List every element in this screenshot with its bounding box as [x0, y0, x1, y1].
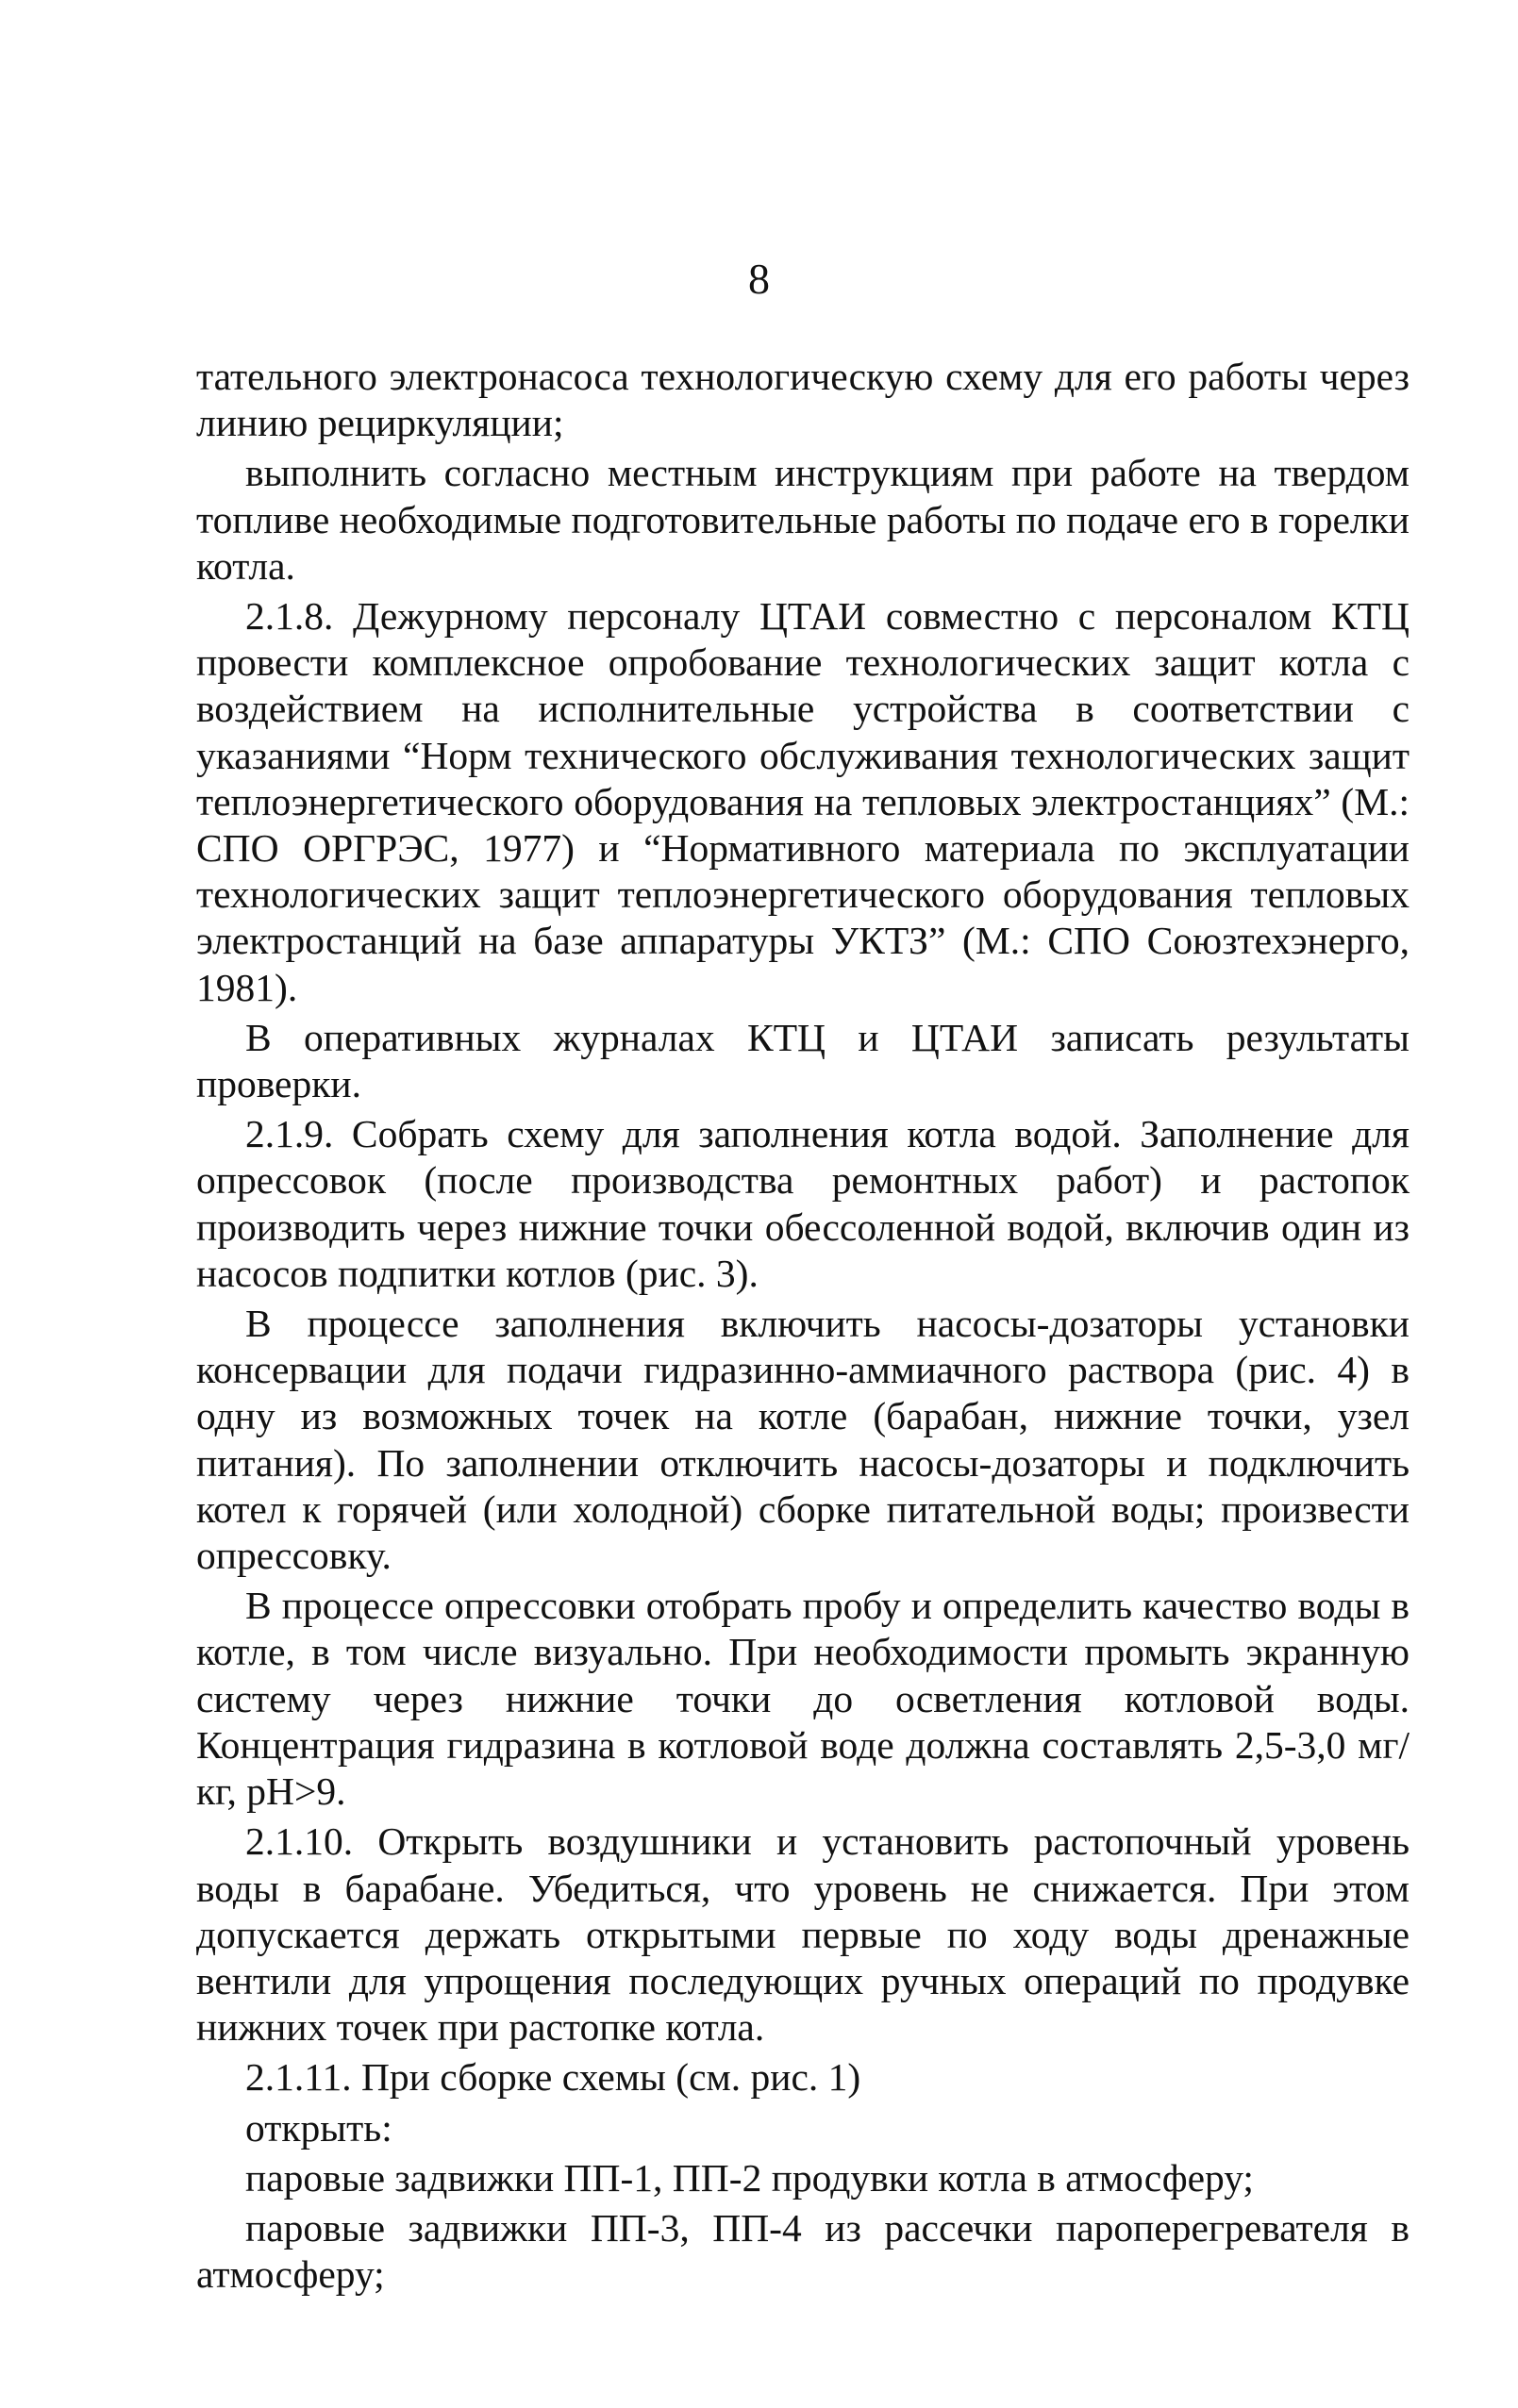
- paragraph-valves-pp3-pp4: паровые задвижки ПП-3, ПП-4 из рассечки пароперегревателя в атмосферу;: [196, 2205, 1410, 2297]
- paragraph-open: открыть:: [245, 2105, 392, 2150]
- paragraph-filling-process: В процессе заполнения включить насосы-дозаторы установки консервации для подачи гидразинно-аммиачного раствора (рис. 4) в одну из возможных точек на котле (барабан, нижние точки, узел питания). По заполнении отключить насосы-дозаторы и подключить котел к горячей (или холодной) сборке питательной воды; произвести опрессовку.: [196, 1302, 1410, 1578]
- paragraph-journal-record: В оперативных журналах КТЦ и ЦТАИ записать результаты проверки.: [196, 1015, 1410, 1106]
- body-text: [196, 354, 1410, 2301]
- paragraph-2-1-11: 2.1.11. При сборке схемы (см. рис. 1): [245, 2055, 861, 2100]
- paragraph-2-1-10: 2.1.10. Открыть воздушники и установить растопочный уровень воды в барабане. Убедиться, что уровень не снижается. При этом допускается держать открытыми первые по ходу воды дренажные вентили для упрощения последующих ручных операций по продувке нижних точек при растопке котла.: [196, 1819, 1410, 2050]
- paragraph-2-1-9: 2.1.9. Собрать схему для заполнения котла водой. Заполнение для опрессовок (после производства ремонтных работ) и растопок производить через нижние точки обессоленной водой, включив один из насосов подпитки котлов (рис. 3).: [196, 1112, 1410, 1295]
- paragraph-pressure-test: В процессе опрессовки отобрать пробу и определить качество воды в котле, в том числе визуально. При необходимости промыть экранную систему через нижние точки до осветления котловой воды. Концентрация гидразина в котловой воде должна составлять 2,5-3,0 мг/кг, pH>9.: [196, 1584, 1410, 1814]
- paragraph-solid-fuel: выполнить согласно местным инструкциям при работе на твердом топливе необходимые подготовительные работы по подаче его в горелки котла.: [196, 451, 1410, 588]
- paragraph-valves-pp1-pp2: паровые задвижки ПП-1, ПП-2 продувки котла в атмосферу;: [245, 2155, 1254, 2200]
- paragraph-continuation: тательного электронасоса технологическую схему для его работы через линию рециркуляции;: [196, 355, 1410, 445]
- page-number: 8: [748, 255, 770, 303]
- paragraph-2-1-8: 2.1.8. Дежурному персоналу ЦТАИ совместно с персоналом КТЦ провести комплексное опробование технологических защит котла с воздействием на исполнительные устройства в соответствии с указаниями “Норм технического обслуживания технологических защит теплоэнергетического оборудования на тепловых электростанциях” (М.: СПО ОРГРЭС, 1977) и “Нормативного материала по эксплуатации технологических защит теплоэнергетического оборудования тепловых электростанций на базе аппаратуры УКТЗ” (М.: СПО Союзтехэнерго, 1981).: [196, 594, 1410, 1009]
